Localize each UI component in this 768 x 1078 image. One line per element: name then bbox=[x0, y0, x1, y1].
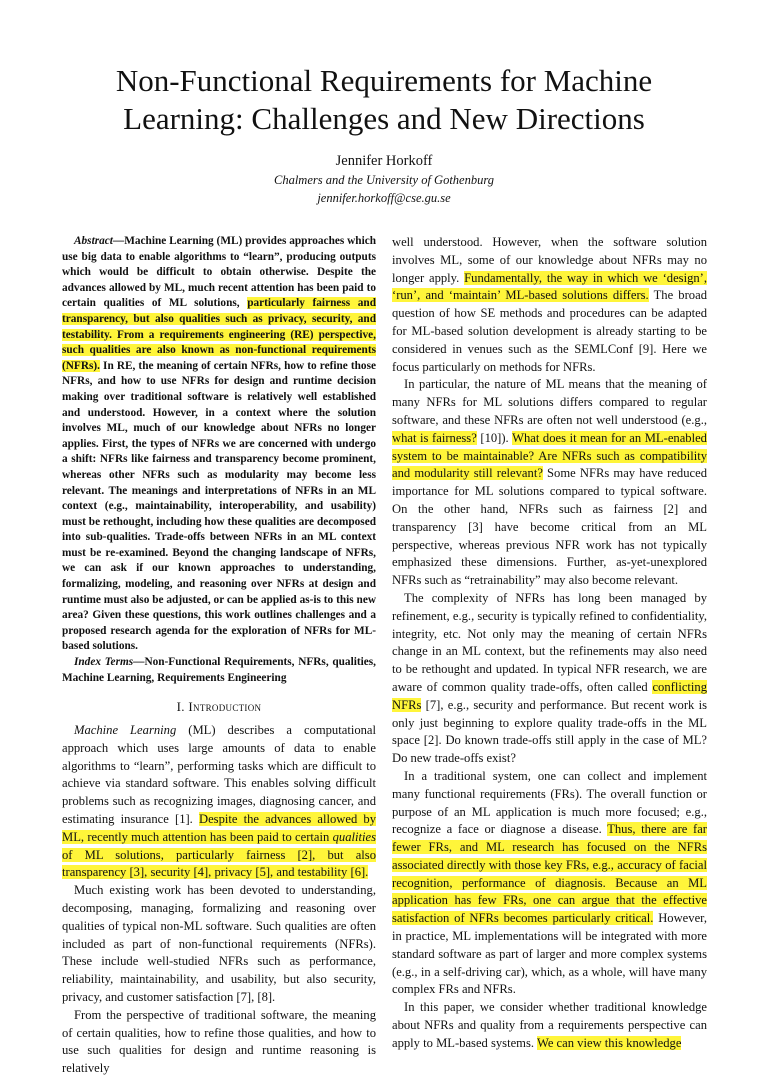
abstract-lead: Abstract bbox=[74, 235, 113, 247]
abstract-paragraph bbox=[62, 234, 376, 655]
author-email[interactable]: jennifer.horkoff@cse.gu.se bbox=[317, 191, 451, 205]
intro-highlight-emphasis: qualities bbox=[332, 829, 376, 844]
abstract-text-1: Machine Learning (ML) provides approaches which use big data to enable algorithms to “learn”, producing outputs which would be difficult to obtain otherwise. Despite the advances allowed by ML, much recent attention has been paid to certain qualities of ML solutions, bbox=[62, 235, 376, 310]
right-p4-text-2: However, in practice, ML implementations will be integrated with more standard software as part of larger and more complex systems (e.g., in a self-driving car), which, as a whole, will have many complex FRs and NFRs. bbox=[392, 911, 707, 997]
right-p1-text-1: well understood. However, when the software solution involves ML, some of our knowledge about NFRs may no longer apply. bbox=[392, 235, 707, 285]
intro-highlight-2: of ML solutions, particularly fairness [2], but also transparency [3], security [4], privacy [5], and testability [6]. bbox=[62, 847, 376, 880]
right-paragraph-2 bbox=[392, 376, 707, 590]
section-number: I. bbox=[176, 699, 185, 715]
right-p5-highlight: We can view this knowledge bbox=[536, 1035, 682, 1050]
right-p2-highlight-2: What does it mean for an ML-enabled system to be maintainable? Are NFRs such as compatibility and modularity still relevant? bbox=[392, 430, 707, 481]
right-column bbox=[392, 234, 707, 1053]
intro-paragraph-1 bbox=[62, 722, 376, 882]
right-p2-text-2: [10]). bbox=[476, 430, 513, 445]
right-p3-text-1: The complexity of NFRs has long been managed by refinement, e.g., security is typically refined to confidentiality, integrity, etc. Not only may the meaning of certain NFRs change in an ML context, but the refinements may also need to be rethought and updated. In typical NFR research, we are aware of common quality trade-offs, often called bbox=[392, 590, 707, 694]
right-paragraph-4 bbox=[392, 768, 707, 999]
intro-emphasis: Machine Learning bbox=[74, 723, 177, 738]
right-paragraph-5 bbox=[392, 999, 707, 1052]
section-name: Introduction bbox=[188, 699, 262, 715]
right-p1-highlight: Fundamentally, the way in which we ‘design’, ‘run’, and ‘maintain’ ML-based solutions differs. bbox=[392, 270, 708, 303]
author-name: Jennifer Horkoff bbox=[335, 153, 433, 169]
right-paragraph-3 bbox=[392, 590, 707, 768]
intro-highlight-1: Despite the advances allowed by ML, recently much attention has been paid to certain bbox=[62, 812, 377, 844]
abstract-text-2: In RE, the meaning of certain NFRs, how to refine those NFRs, and how to use NFRs for design and runtime decision making over traditional software is relatively well established and understood. However, in a context where the solution involves ML, much of our knowledge about NFRs no longer applies. First, the types of NFRs we are concerned with undergo a shift: NFRs like fairness and transparency become prominent, whereas other NFRs such as modularity may become less relevant. The meanings and interpretations of NFRs in an ML context (e.g., maintainability, interoperability, and usability) must be rethought, including how these qualities are decomposed into sub-qualities. Trade-offs between NFRs in an ML context must be re-examined. Beyond the changing landscape of NFRs, we can ask if our known approaches to understanding, formalizing, modeling, and reasoning over NFRs at design and runtime must also be adjusted, or can be applied as-is to this new area? Given these questions, this work outlines challenges and a proposed research agenda for the exploration of NFRs for ML-based solutions. bbox=[62, 359, 376, 653]
right-p2-highlight-1: what is fairness? bbox=[392, 430, 477, 445]
abstract-dash: — bbox=[112, 235, 125, 247]
intro-paragraph-2: Much existing work has been devoted to understanding, decomposing, managing, formalizing and reasoning over qualities of typical non-ML software. Such qualities are often included as part of non-functional requirements (NFRs). These include well-studied NFRs such as performance, reliability, maintainability, and usability, but also security, privacy, and customer satisfaction [7], [8]. bbox=[62, 883, 376, 1004]
author-affiliation: Chalmers and the University of Gothenburg bbox=[273, 173, 494, 187]
paper-title: Non-Functional Requirements for Machine Learning: Challenges and New Directions bbox=[115, 63, 653, 136]
index-terms bbox=[62, 655, 376, 686]
abstract-highlight: particularly fairness and transparency, but also qualities such as privacy, security, and testability. From a requirements engineering (RE) perspective, such qualities are also known as non-functional requirements (NFRs). bbox=[62, 297, 376, 372]
left-column bbox=[62, 234, 376, 1078]
index-terms-dash: — bbox=[133, 656, 145, 669]
right-paragraph-1 bbox=[392, 234, 707, 376]
right-p4-highlight: Thus, there are far fewer FRs, and ML research has focused on the NFRs associated directly with those key FRs, e.g., accuracy of facial recognition, performance of diagnosis. Because an ML application has few FRs, one can argue that the effective satisfaction of NFRs becomes particularly critical. bbox=[392, 822, 707, 926]
index-terms-lead: Index Terms bbox=[74, 656, 134, 669]
intro-text-1: (ML) describes a computational approach which uses large amounts of data to enable algorithms to “learn”, performing tasks which are difficult to achieve via standard software. This enables solving difficult problems such as recognizing images, diagnosing cancer, and estimating insurance [1]. bbox=[62, 723, 377, 826]
intro-paragraph-3: From the perspective of traditional software, the meaning of certain qualities, how to refine those qualities, and how to use such qualities for design and runtime reasoning is relatively bbox=[62, 1007, 376, 1076]
right-p4-text-1: In a traditional system, one can collect and implement many functional requirements (FRs). The overall function or purpose of an ML application is much more focused; e.g., recognize a face or diagnose a disease. bbox=[392, 768, 707, 837]
right-p3-highlight: conflicting NFRs bbox=[392, 679, 707, 712]
right-p2-text-3: Some NFRs may have reduced importance for ML solutions compared to typical software. On the other hand, NFRs such as fairness [2] and transparency [3] have become critical from an ML perspective, whereas previous NFR work has not typically emphasized these dimensions. Further, as-yet-unexplored NFRs such as “retrainability” may also become relevant. bbox=[392, 466, 707, 588]
right-p3-text-2: [7], e.g., security and performance. But recent work is only just beginning to explore quality trade-offs in the ML space [2]. Do known trade-offs still apply in the case of ML? Do new trade-offs exist? bbox=[392, 697, 707, 766]
right-p2-text-1: In particular, the nature of ML means that the meaning of many NFRs for ML solutions differs compared to regular software, and these NFRs are often not well understood (e.g., bbox=[392, 377, 707, 427]
section-heading-introduction bbox=[62, 698, 376, 716]
index-terms-text: Non-Functional Requirements, NFRs, qualities, Machine Learning, Requirements Engineering bbox=[62, 656, 376, 684]
right-p5-text-1: In this paper, we consider whether traditional knowledge about NFRs and quality from a requirements perspective can apply to ML-based systems. bbox=[392, 1000, 707, 1050]
right-p1-text-2: The broad question of how SE methods and procedures can be adapted for ML-based solution development is already starting to be considered in venues such as the SEMLConf [9]. Here we focus particularly on methods for NFRs. bbox=[392, 288, 707, 374]
